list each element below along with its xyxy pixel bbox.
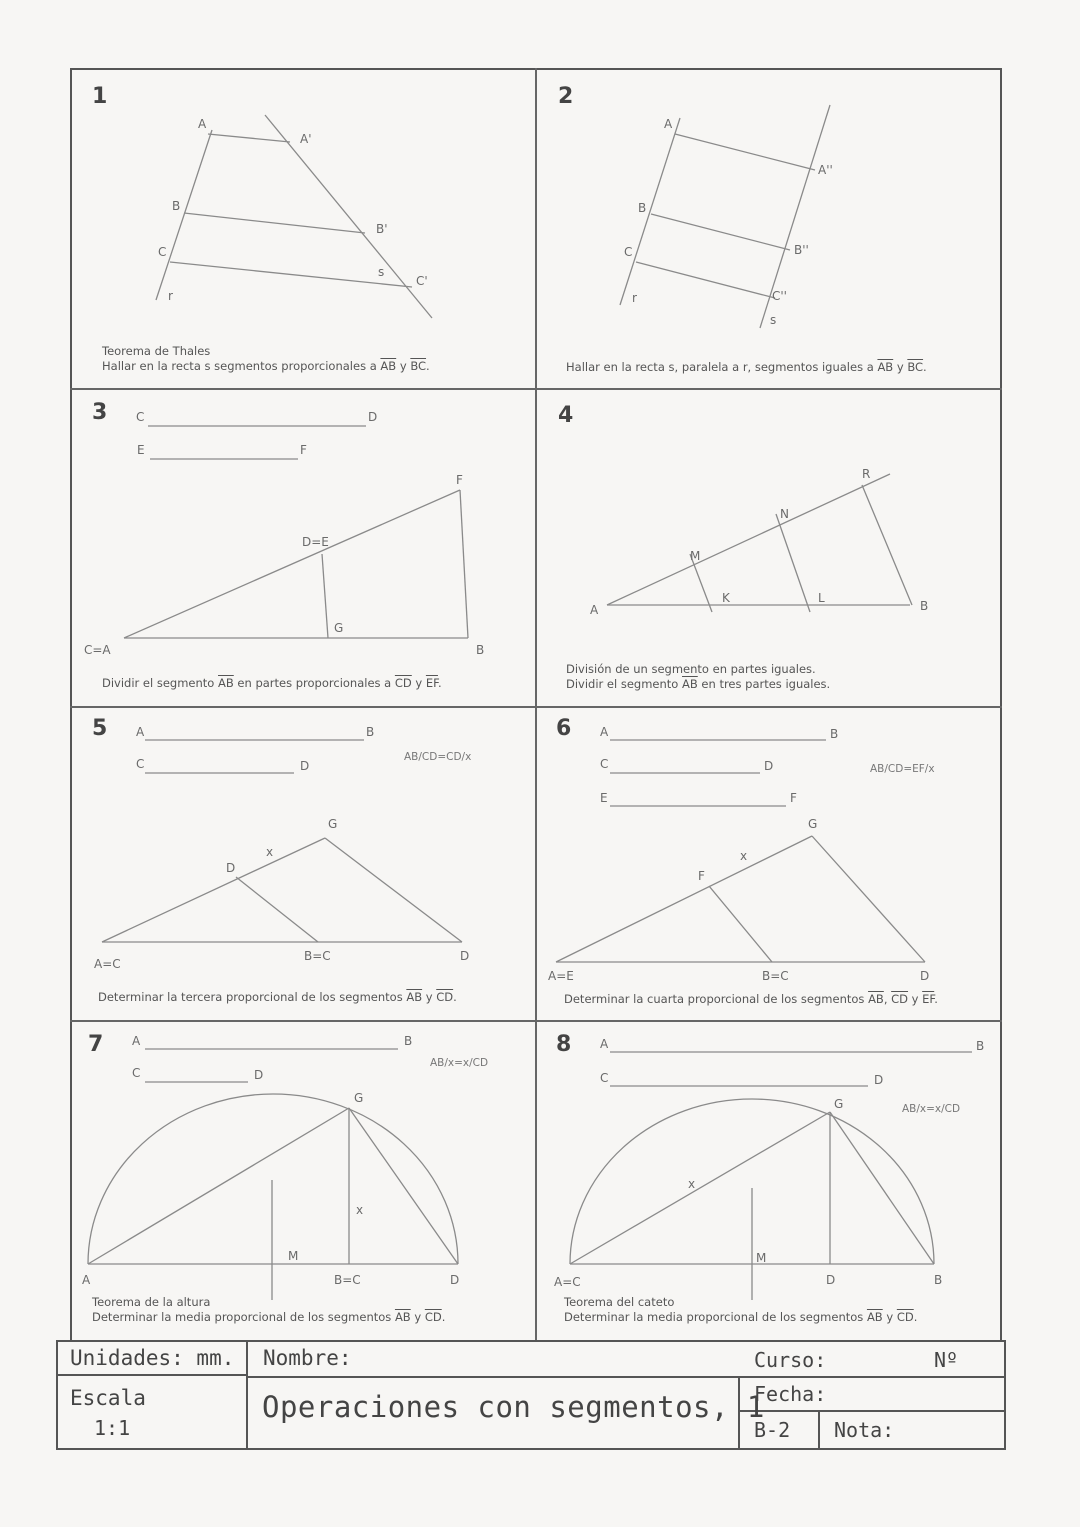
p2-label-b2: B''	[794, 243, 809, 257]
p3-label-f2: F	[456, 473, 463, 487]
units-label: Unidades: mm.	[70, 1346, 235, 1370]
p8-label-g: G	[834, 1097, 844, 1111]
caption-joiner: y	[882, 1310, 897, 1324]
p2-line-r	[620, 118, 680, 305]
segment-ab-ref: $\overline{AB}$	[868, 992, 884, 1006]
p8-label-ac: A=C	[554, 1275, 581, 1289]
date-label: Fecha:	[754, 1382, 827, 1406]
panel-1-caption-title: Teorema de Thales	[102, 344, 211, 358]
p8-chord-gb	[830, 1112, 934, 1264]
p6-label-d2: D	[920, 969, 930, 983]
segment-ab-ref: $\overline{AB}$	[866, 1310, 883, 1324]
p5-label-g: G	[328, 817, 338, 831]
p1-label-b-prime: B'	[376, 222, 388, 236]
p6-label-x: x	[740, 849, 748, 863]
p6-oblique	[556, 836, 812, 962]
panel-7-caption-title: Teorema de la altura	[92, 1295, 211, 1309]
caption-joiner: en partes proporcionales a	[233, 676, 395, 690]
p4-label-b: B	[920, 599, 929, 613]
segment-bc-ref: $\overline{BC}$	[410, 359, 427, 373]
panel-3-caption: Dividir el segmento $\overline{AB}$ en partes proporcionales a $\overline{CD}$ y $\overline{EF}$.	[102, 676, 442, 690]
p4-label-m: M	[690, 549, 701, 563]
segment-ab-ref: $\overline{AB}$	[406, 990, 423, 1004]
p8-label-m: M	[756, 1251, 767, 1265]
p1-label-b: B	[172, 199, 181, 213]
caption-joiner: en tres partes iguales.	[697, 677, 831, 691]
scale-label: Escala	[70, 1386, 146, 1410]
panel-4-caption-title: División de un segmento en partes iguales.	[566, 662, 816, 676]
p4-closing	[862, 485, 912, 605]
p3-label-d: D	[368, 410, 378, 424]
p7-label-g: G	[354, 1091, 364, 1105]
p4-label-r: R	[862, 467, 871, 481]
segment-ab-ref: $\overline{AB}$	[877, 360, 894, 374]
p2-label-c2: C''	[772, 289, 787, 303]
p1-label-s: s	[378, 265, 385, 279]
p8-label-b: B	[976, 1039, 985, 1053]
panel-2-number: 2	[558, 84, 574, 109]
caption-end: .	[934, 992, 938, 1006]
grade-label: Nota:	[834, 1418, 895, 1442]
p7-semicircle	[88, 1094, 458, 1264]
p3-closing-line	[460, 490, 468, 638]
p6-label-g: G	[808, 817, 818, 831]
p7-label-m: M	[288, 1249, 299, 1263]
caption-joiner: y	[410, 1310, 425, 1324]
panel-8-caption-text: Determinar la media proporcional de los segmentos	[564, 1310, 867, 1324]
p7-label-c: C	[132, 1066, 141, 1080]
p8-label-a: A	[600, 1037, 609, 1051]
p7-label-a: A	[132, 1034, 141, 1048]
p6-label-f2: F	[698, 869, 705, 883]
panel-1-caption-text: Hallar en la recta s segmentos proporcionales a	[102, 359, 381, 373]
p6-label-f: F	[790, 791, 797, 805]
caption-joiner: y	[422, 990, 437, 1004]
segment-ab-ref: $\overline{AB}$	[380, 359, 397, 373]
p1-parallel-c	[170, 262, 412, 287]
p5-label-d: D	[300, 759, 310, 773]
p3-oblique	[124, 490, 460, 638]
p3-label-de: D=E	[302, 535, 329, 549]
p7-label-d2: D	[450, 1273, 460, 1287]
p5-label-b: B	[366, 725, 375, 739]
p3-label-e: E	[137, 443, 145, 457]
p7-chord-ag	[88, 1108, 349, 1264]
segment-bc-ref: $\overline{BC}$	[907, 360, 924, 374]
p5-formula: AB/CD=CD/x	[404, 751, 472, 763]
p1-line-s	[265, 115, 432, 318]
caption-joiner: ,	[883, 992, 892, 1006]
p1-label-c-prime: C'	[416, 274, 428, 288]
p1-label-a-prime: A'	[300, 132, 312, 146]
p4-label-a: A	[590, 603, 599, 617]
p7-formula: AB/x=x/CD	[430, 1057, 489, 1069]
p4-label-k: K	[722, 591, 730, 605]
p3-label-ca: C=A	[84, 643, 111, 657]
p5-label-d2: D	[226, 861, 236, 875]
p8-label-b2: B	[934, 1273, 943, 1287]
segment-ef-ref: $\overline{EF}$	[425, 676, 438, 690]
panel-2-caption-text: Hallar en la recta s, paralela a r, segmentos iguales a	[566, 360, 878, 374]
panel-5-caption-text: Determinar la tercera proporcional de los segmentos	[98, 990, 407, 1004]
p6-formula: AB/CD=EF/x	[870, 763, 935, 775]
p1-parallel-a	[208, 134, 290, 142]
course-label: Curso:	[754, 1348, 827, 1372]
panel-8-number: 8	[556, 1032, 572, 1057]
p8-label-d2: D	[826, 1273, 836, 1287]
panel-3-caption-text: Dividir el segmento	[102, 676, 218, 690]
p6-label-d: D	[764, 759, 774, 773]
caption-end: .	[453, 990, 457, 1004]
code-label: B-2	[754, 1418, 791, 1442]
p6-label-e: E	[600, 791, 608, 805]
p5-label-bc: B=C	[304, 949, 331, 963]
p8-label-d: D	[874, 1073, 884, 1087]
p7-label-bc: B=C	[334, 1273, 361, 1287]
p5-label-c: C	[136, 757, 145, 771]
p4-label-l: L	[818, 591, 825, 605]
p2-label-c: C	[624, 245, 633, 259]
p2-parallel-c	[636, 262, 775, 298]
caption-joiner: y	[396, 359, 411, 373]
p5-oblique	[102, 838, 325, 942]
caption-joiner: y	[893, 360, 908, 374]
point-labels	[82, 117, 984, 1289]
p6-label-b: B	[830, 727, 839, 741]
panel-8-caption-title: Teorema del cateto	[564, 1295, 675, 1309]
p2-label-r: r	[632, 291, 637, 305]
p2-parallel-b	[651, 214, 790, 250]
p5-label-ac: A=C	[94, 957, 121, 971]
segment-ab-ref: $\overline{AB}$	[394, 1310, 411, 1324]
name-label: Nombre:	[263, 1346, 352, 1370]
caption-end: .	[913, 1310, 918, 1324]
p6-label-bc: B=C	[762, 969, 789, 983]
p2-label-a: A	[664, 117, 673, 131]
panel-7-number: 7	[88, 1032, 104, 1057]
p2-line-s	[760, 105, 830, 328]
p5-parallel	[236, 877, 318, 942]
p3-label-c: C	[136, 410, 145, 424]
p4-oblique	[607, 474, 890, 605]
p4-label-n: N	[780, 507, 789, 521]
p1-label-c: C	[158, 245, 167, 259]
p5-label-a: A	[136, 725, 145, 739]
drawing-title: Operaciones con segmentos, 1	[262, 1390, 765, 1424]
panel-3-number: 3	[92, 400, 108, 425]
panel-6-caption-text: Determinar la cuarta proporcional de los segmentos	[564, 992, 869, 1006]
p1-parallel-b	[184, 213, 365, 233]
p7-label-a2: A	[82, 1273, 91, 1287]
p7-chord-gd	[349, 1108, 458, 1264]
p2-label-s: s	[770, 313, 777, 327]
p2-parallel-a	[675, 134, 815, 170]
p7-label-x: x	[356, 1203, 364, 1217]
p8-formula: AB/x=x/CD	[902, 1103, 961, 1115]
segment-cd-ref: $\overline{CD}$	[424, 1310, 442, 1324]
panel-4-caption-text: Dividir el segmento	[566, 677, 682, 691]
segment-cd-ref: $\overline{CD}$	[891, 992, 909, 1006]
segment-cd-ref: $\overline{CD}$	[394, 676, 412, 690]
p8-label-c: C	[600, 1071, 609, 1085]
p7-label-b: B	[404, 1034, 413, 1048]
p3-label-f: F	[300, 443, 307, 457]
panel-7-caption-text: Determinar la media proporcional de los segmentos	[92, 1310, 395, 1324]
panel-1-number: 1	[92, 84, 108, 109]
number-label: Nº	[934, 1348, 959, 1372]
panel-6-caption: Determinar la cuarta proporcional de los segmentos $\overline{AB}$, $\overline{CD}$ y $\overline{EF}$.	[564, 992, 938, 1006]
p7-label-d: D	[254, 1068, 264, 1082]
p3-label-g: G	[334, 621, 344, 635]
p8-label-x: x	[688, 1177, 696, 1191]
scale-value: 1:1	[94, 1416, 131, 1440]
p5-closing	[325, 838, 462, 942]
segment-ef-ref: $\overline{EF}$	[922, 992, 935, 1006]
p8-chord-x	[570, 1112, 830, 1264]
p4-parallel-2	[776, 514, 810, 612]
panel-6-number: 6	[556, 716, 572, 741]
p2-label-b: B	[638, 201, 647, 215]
p5-label-x: x	[266, 845, 274, 859]
caption-end: .	[441, 1310, 446, 1324]
p1-label-r: r	[168, 289, 173, 303]
p5-label-d3: D	[460, 949, 470, 963]
p3-label-b: B	[476, 643, 485, 657]
segment-ab-ref: $\overline{AB}$	[218, 676, 234, 690]
caption-end: .	[923, 360, 927, 374]
p6-closing	[812, 836, 925, 962]
pencil-lines	[88, 105, 972, 1300]
caption-end: .	[426, 359, 430, 373]
p6-parallel	[709, 886, 772, 962]
caption-end: .	[437, 676, 442, 690]
segment-ab-ref: $\overline{AB}$	[682, 677, 698, 691]
panel-4-number: 4	[558, 403, 574, 428]
panel-5-number: 5	[92, 716, 108, 741]
p3-parallel	[322, 554, 328, 638]
p1-label-a: A	[198, 117, 207, 131]
p6-label-ae: A=E	[548, 969, 574, 983]
p2-label-a2: A''	[818, 163, 833, 177]
segment-cd-ref: $\overline{CD}$	[436, 990, 454, 1004]
p6-label-a: A	[600, 725, 609, 739]
p6-label-c: C	[600, 757, 609, 771]
segment-cd-ref: $\overline{CD}$	[896, 1310, 914, 1324]
